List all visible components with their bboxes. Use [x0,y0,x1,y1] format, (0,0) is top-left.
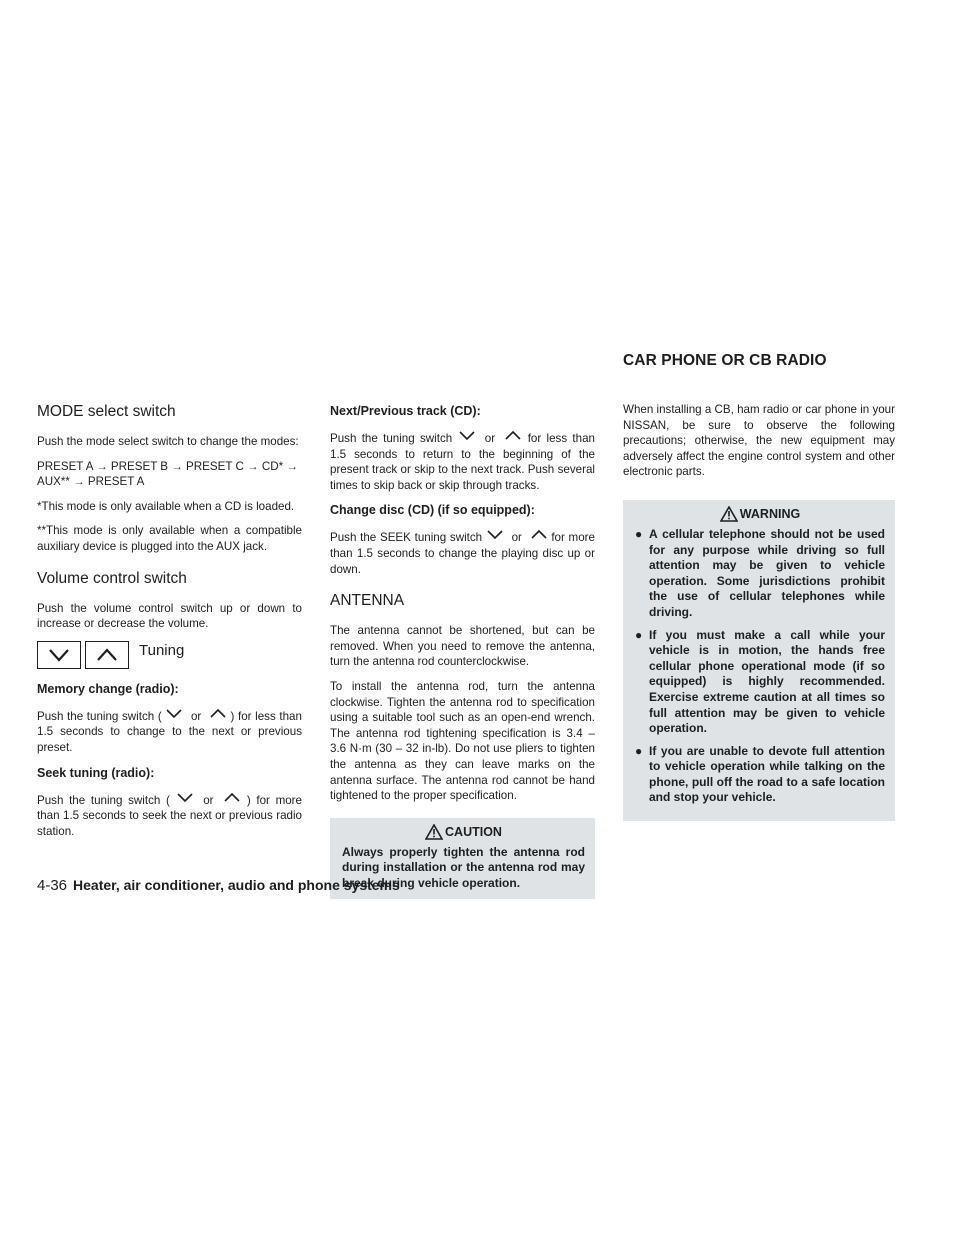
installation-intro: When installing a CB, ham radio or car phone in your NISSAN, be sure to observe the following precautions; otherwise, the new equipment may adversely affect the engine control system and other electronic parts. [623,403,895,479]
mode-footnote-2: **This mode is only available when a compatible auxiliary device is plugged into the AUX jack. [37,524,302,553]
warning-text: If you are unable to devote full attention to vehicle operation while talking on the phone, pull off the road to a safe location and stop your vehicle. [649,743,885,805]
disc-text-or: or [511,531,522,545]
column-2 [330,402,595,899]
change-disc-heading: Change disc (CD) (if so equipped): [330,503,535,518]
mode-paragraph-1: Push the mode select switch to change the modes: [37,435,299,448]
antenna-paragraph-2: To install the antenna rod, turn the antenna clockwise. Tighten the antenna rod to specification using a suitable tool such as an open-end wrench. The antenna rod tightening specification is 3.4 – 3.6 N·m (30 – 32 in-lb). Do not use pliers to tighten the antenna as they can leave marks on the antenna surface. The antenna rod cannot be hand tightened to the proper specification. [330,679,595,803]
column-3 [623,402,895,821]
volume-control-heading: Volume control switch [37,569,187,587]
tuning-down-key [37,641,81,669]
memory-change-paragraph [37,708,302,756]
chevron-up-icon [209,708,227,719]
mode-sequence: PRESET A → PRESET B → PRESET C → CD* → AUX** → PRESET A [37,459,298,489]
disc-text-pre: Push the SEEK tuning switch [330,531,483,545]
warning-triangle-icon [425,824,443,840]
warning-header [635,500,885,525]
tuning-up-key [85,641,129,669]
warning-list-item [635,744,885,806]
warning-list [635,527,885,806]
page-footer [37,877,400,894]
bullet: ● [635,526,643,541]
warning-box [623,500,895,821]
memory-text-or: or [190,709,202,723]
warning-triangle-icon [720,506,738,522]
track-text-pre: Push the tuning switch [330,432,453,445]
chevron-up-icon [223,792,241,803]
tuning-switch-diagram [37,641,302,669]
antenna-paragraph-1: The antenna cannot be shortened, but can be removed. When you need to remove the antenna, turn the antenna rod counterclockwise. [330,624,595,669]
chevron-down-icon [47,648,71,662]
memory-text-pre: Push the tuning switch ( [37,709,162,723]
page-number: 4-36 [37,877,68,894]
warning-list-item [635,628,885,737]
next-previous-track-heading: Next/Previous track (CD): [330,404,481,418]
mode-footnote-1: *This mode is only available when a CD is loaded. [37,499,295,513]
warning-title: WARNING [739,506,801,521]
track-text-or: or [484,432,496,445]
seek-text-post: ) for more than 1.5 seconds to seek the next or previous radio station. [37,793,302,838]
warning-text: A cellular telephone should not be used for any purpose while driving so full attention may be given to vehicle operation. Some jurisdictions prohibit the use of cellular telephones while driving. [649,526,885,619]
memory-text-post: ) for less than 1.5 seconds to change to the next or previous preset. [37,709,302,754]
chevron-up-icon [530,529,548,540]
chevron-down-icon [165,708,183,719]
caution-text: Always properly tighten the antenna rod during installation or the antenna rod may break during vehicle operation. [342,844,585,890]
antenna-heading: ANTENNA [330,592,405,610]
chapter-title: Heater, air conditioner, audio and phone systems [73,877,400,893]
warning-text: If you must make a call while your vehicle is in motion, the hands free cellular phone operational mode (if so equipped) is highly recommended. Exercise extreme caution at all times so full attention may be given to vehicle operation. [649,627,885,736]
track-text-post: for less than 1.5 seconds to return to the beginning of the present track or skip to the next track. Push several times to skip back or skip through tracks. [330,432,595,492]
caution-header [342,818,585,843]
seek-text-or: or [203,793,214,807]
warning-body [635,527,885,806]
seek-tuning-paragraph [37,792,302,840]
disc-text-post: for more than 1.5 seconds to change the playing disc up or down. [330,531,595,576]
bullet: ● [635,627,643,642]
memory-change-heading: Memory change (radio): [37,681,179,696]
caution-title: CAUTION [445,824,502,839]
bullet: ● [635,743,643,758]
chevron-down-icon [458,430,476,441]
section-heading: CAR PHONE OR CB RADIO [623,352,827,369]
volume-paragraph: Push the volume control switch up or down to increase or decrease the volume. [37,601,302,631]
chevron-down-icon [176,792,194,803]
next-previous-track-paragraph [330,430,595,493]
seek-tuning-heading: Seek tuning (radio): [37,765,155,780]
chevron-up-icon [504,430,522,441]
chevron-down-icon [486,529,504,540]
tuning-label: Tuning [139,642,185,660]
column-1 [37,402,302,848]
chevron-up-icon [95,648,119,662]
warning-list-item [635,527,885,621]
mode-select-heading: MODE select switch [37,403,176,420]
change-disc-paragraph [330,529,595,577]
seek-text-pre: Push the tuning switch ( [37,793,170,807]
